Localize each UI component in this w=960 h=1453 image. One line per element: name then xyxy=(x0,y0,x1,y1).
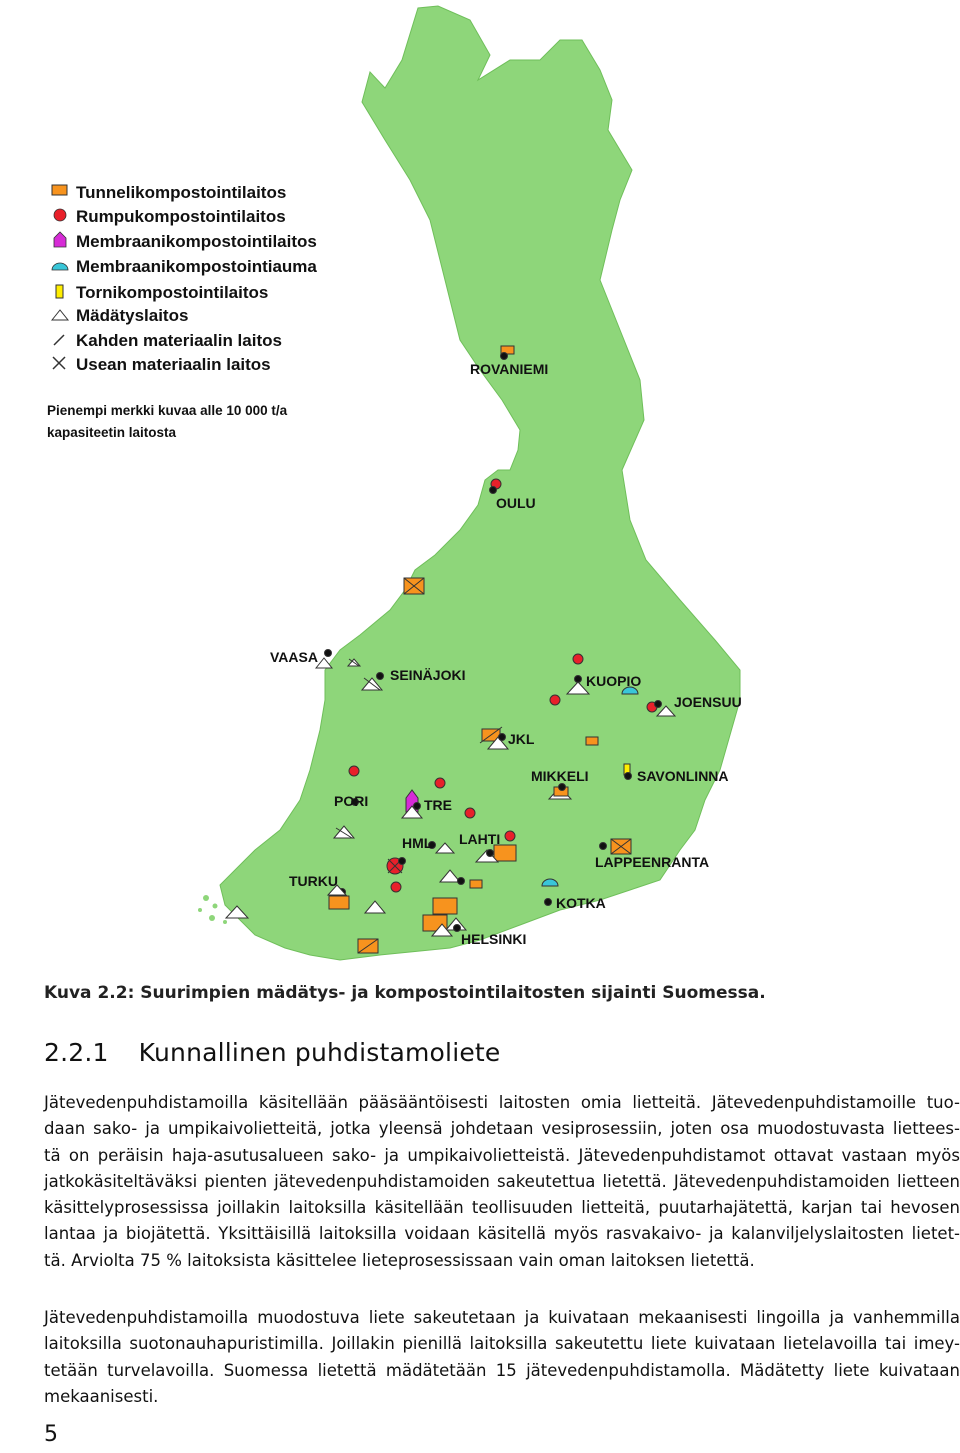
city-label-rovaniemi: ROVANIEMI xyxy=(470,361,549,377)
legend-label: Usean materiaalin laitos xyxy=(76,355,271,374)
drum-marker xyxy=(550,695,560,705)
city-label-lahti: LAHTI xyxy=(459,831,501,847)
tunnel-marker xyxy=(494,845,516,861)
paragraph-2 xyxy=(44,1305,960,1410)
city-dot xyxy=(377,673,384,680)
drum-marker xyxy=(505,831,515,841)
digestion-marker xyxy=(316,658,332,668)
tower-legend-icon xyxy=(56,285,63,298)
legend-label: Membraanikompostointilaitos xyxy=(76,232,317,251)
text-line: käsittelyprosessissa joillakin laitoksilla käsitellään teollisuuden lietteitä, puutarhajätettä, karjan tai hevosen xyxy=(44,1198,960,1218)
city-label-mikkeli: MIKKELI xyxy=(531,768,589,784)
legend-note: Pienempi merkki kuvaa alle 10 000 t/a xyxy=(47,403,288,418)
city-dot xyxy=(458,878,465,885)
city-dot xyxy=(487,850,494,857)
city-label-savonlinna: SAVONLINNA xyxy=(637,768,729,784)
cross-legend-icon xyxy=(53,357,65,369)
tunnel-legend-icon xyxy=(52,185,67,195)
drum-marker xyxy=(573,654,583,664)
digestion-legend-icon xyxy=(52,310,68,320)
text-line: mekaanisesti. xyxy=(44,1386,159,1406)
city-label-turku: TURKU xyxy=(289,873,338,889)
city-label-jkl: JKL xyxy=(508,731,535,747)
drum-marker xyxy=(465,808,475,818)
city-label-hml: HML xyxy=(402,835,433,851)
city-label-joensuu: JOENSUU xyxy=(674,694,742,710)
membrane-heap-legend-icon xyxy=(52,263,68,270)
city-dot xyxy=(490,487,497,494)
text-line: Jätevedenpuhdistamoilla käsitellään pääsääntöisesti laitosten omia lietteitä. Jätevedenpuhdistamoille tuo- xyxy=(44,1093,960,1112)
map-legend xyxy=(47,183,317,440)
drum-marker xyxy=(435,778,445,788)
tunnel-marker xyxy=(470,880,482,888)
legend-label: Kahden materiaalin laitos xyxy=(76,331,282,350)
city-dot xyxy=(600,843,607,850)
slash-legend-icon xyxy=(54,335,64,345)
city-dot xyxy=(414,803,421,810)
text-line: tä. Arviolta 75 % laitoksista käsittelee lieteprosessissaan vain oman laitoksen lietettä. xyxy=(44,1250,755,1270)
paragraph-1 xyxy=(44,1090,960,1274)
text-line: jatkokäsiteltäväksi pienten jätevedenpuhdistamoiden sakeutettua lietettä. Jätevedenpuhdistamoiden lietteen xyxy=(44,1171,960,1191)
archipelago-islets xyxy=(198,895,227,924)
city-label-vaasa: VAASA xyxy=(270,649,318,665)
text-line: laitoksilla suotonauhapuristimilla. Joillakin pienillä laitoksilla sakeutettu liete kuivataan lietelavoilla tai imey- xyxy=(44,1334,960,1354)
city-dot xyxy=(545,899,552,906)
city-dot xyxy=(454,925,461,932)
legend-label: Membraanikompostointiauma xyxy=(76,257,317,276)
section-heading xyxy=(44,1038,501,1067)
city-dot xyxy=(325,650,332,657)
city-dot xyxy=(399,858,406,865)
tunnel-marker xyxy=(433,898,457,914)
city-label-kuopio: KUOPIO xyxy=(586,673,642,689)
city-label-oulu: OULU xyxy=(496,495,536,511)
city-label-lappeenranta: LAPPEENRANTA xyxy=(595,854,710,870)
drum-marker xyxy=(349,766,359,776)
legend-label: Rumpukompostointilaitos xyxy=(76,207,286,226)
text-line: Jätevedenpuhdistamoilla muodostuva liete sakeutetaan ja kuivataan mekaanisesti lingoilla ja vanhemmilla xyxy=(44,1308,960,1327)
membrane-legend-icon xyxy=(54,232,66,247)
tunnel-marker xyxy=(329,896,349,909)
city-dot xyxy=(501,353,508,360)
drum-marker xyxy=(391,882,401,892)
drum-legend-icon xyxy=(54,209,66,221)
city-dot xyxy=(499,734,506,741)
legend-label: Tunnelikompostointilaitos xyxy=(76,183,287,202)
text-line: tä on peräisin haja-asutusalueen sako- ja umpikaivolietteistä. Jätevedenpuhdistamot ottavat vastaan myös xyxy=(44,1145,960,1165)
finland-landmass xyxy=(220,6,740,960)
figure-caption: Kuva 2.2: Suurimpien mädätys- ja kompostointilaitosten sijainti Suomessa. xyxy=(44,983,766,1003)
city-label-seinajoki: SEINÄJOKI xyxy=(390,667,466,683)
section-title: Kunnallinen puhdistamoliete xyxy=(138,1038,501,1067)
city-dot xyxy=(625,773,632,780)
city-label-tre: TRE xyxy=(424,797,452,813)
legend-note: kapasiteetin laitosta xyxy=(47,425,177,440)
city-label-kotka: KOTKA xyxy=(556,895,606,911)
city-label-helsinki: HELSINKI xyxy=(461,931,527,947)
section-number: 2.2.1 xyxy=(44,1038,109,1067)
text-line: lantaa ja biojätettä. Yksittäisillä laitoksilla voidaan käsitellä myös rasvakaivo- ja kalanviljelyslaitosten lietet- xyxy=(44,1224,960,1244)
legend-label: Tornikompostointilaitos xyxy=(76,283,269,302)
finland-facility-map xyxy=(40,0,850,978)
page-number: 5 xyxy=(44,1422,58,1447)
city-label-pori: PORI xyxy=(334,793,369,809)
city-dot xyxy=(655,701,662,708)
text-line: tetään turvelavoilla. Suomessa lietettä mädätetään 15 jätevedenpuhdistamolla. Mädätetty liete kuivataan xyxy=(44,1360,960,1380)
text-line: daan sako- ja umpikaivolietteitä, jotka yleensä johdetaan vesiprosessiin, joten osa muodostuvasta liettees- xyxy=(44,1119,960,1139)
legend-label: Mädätyslaitos xyxy=(76,306,189,325)
tunnel-marker xyxy=(586,737,598,745)
city-dot xyxy=(559,784,566,791)
